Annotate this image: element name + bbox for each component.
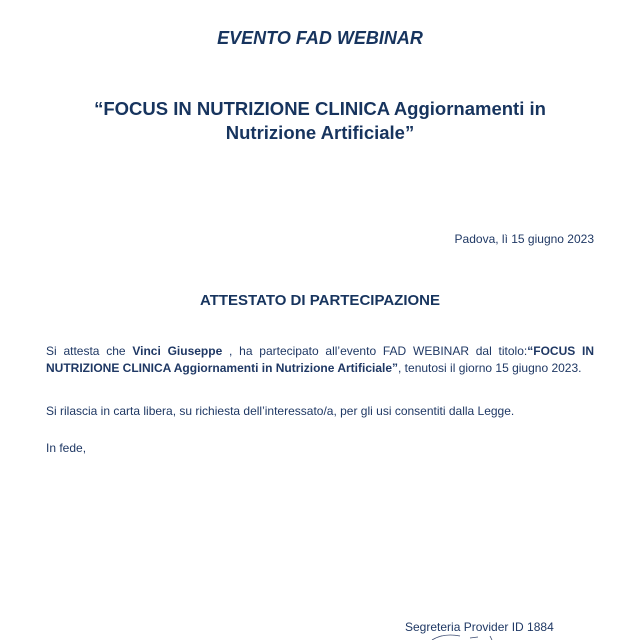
event-type-title: EVENTO FAD WEBINAR (217, 28, 423, 48)
signature-label: Segreteria Provider ID 1884 (405, 620, 554, 634)
place-date: Padova, lì 15 giugno 2023 (454, 232, 594, 246)
event-title (60, 97, 580, 145)
attestation-prefix: Si attesta che (46, 344, 133, 358)
certificate-heading: ATTESTATO DI PARTECIPAZIONE (200, 292, 440, 309)
event-title-line-2: Nutrizione Artificiale” (225, 122, 415, 143)
signature-scribble-icon (430, 634, 510, 640)
release-paragraph: Si rilascia in carta libera, su richiesta dell’interessato/a, per gli usi consentiti dalla Legge. (46, 404, 515, 418)
participant-name: Vinci Giuseppe (132, 344, 223, 358)
attestation-paragraph (46, 343, 594, 377)
attestation-suffix: , tenutosi il giorno 15 giugno 2023. (398, 361, 582, 375)
attestation-event-title: “FOCUS IN NUTRIZIONE CLINICA Aggiornamenti in Nutrizione Artificiale” (46, 344, 595, 375)
closing-text: In fede, (46, 441, 87, 455)
attestation-middle: , ha partecipato all’evento FAD WEBINAR dal titolo: (222, 344, 528, 358)
event-title-line-1: “FOCUS IN NUTRIZIONE CLINICA Aggiornamenti in (94, 98, 546, 119)
